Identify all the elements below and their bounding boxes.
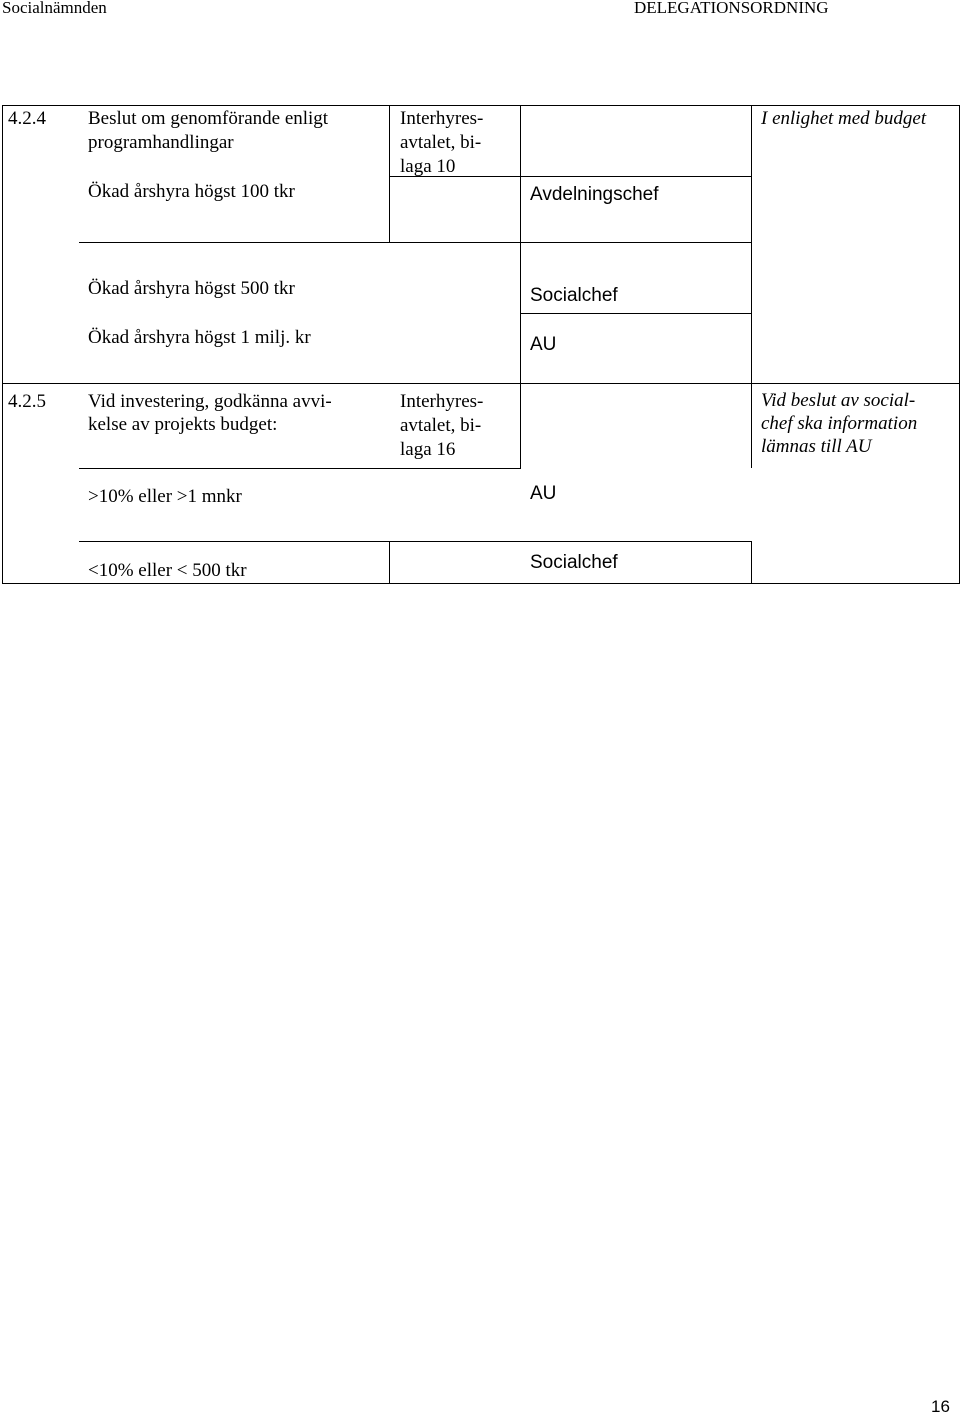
- row-reference-line: avtalet, bi-: [400, 132, 482, 153]
- col-divider: [520, 105, 521, 383]
- table-border-left: [2, 105, 3, 584]
- row-note-line: chef ska information: [761, 413, 918, 434]
- col-divider: [520, 383, 521, 468]
- level-delegate: AU: [530, 334, 557, 355]
- cell-divider: [79, 468, 521, 469]
- level-condition: Ökad årshyra högst 100 tkr: [88, 181, 295, 202]
- col-divider: [389, 541, 390, 583]
- table-border-bottom: [2, 583, 960, 584]
- level-condition: Ökad årshyra högst 500 tkr: [88, 278, 295, 299]
- level-delegate: Avdelningschef: [530, 184, 659, 205]
- cell-divider: [79, 242, 751, 243]
- row-description-line: programhandlingar: [88, 132, 234, 153]
- row-reference-line: avtalet, bi-: [400, 415, 482, 436]
- row-note-line: lämnas till AU: [761, 436, 872, 457]
- level-condition: Ökad årshyra högst 1 milj. kr: [88, 327, 311, 348]
- row-separator: [2, 383, 960, 384]
- level-delegate: AU: [530, 483, 557, 504]
- row-description-line: kelse av projekts budget:: [88, 414, 278, 435]
- row-description-line: Beslut om genomförande enligt: [88, 108, 329, 129]
- cell-divider: [520, 313, 751, 314]
- row-number: 4.2.4: [8, 108, 46, 129]
- col-divider: [751, 105, 752, 383]
- level-delegate: Socialchef: [530, 552, 618, 573]
- col-divider: [751, 383, 752, 468]
- level-condition: <10% eller < 500 tkr: [88, 560, 247, 581]
- row-number: 4.2.5: [8, 391, 46, 412]
- cell-divider: [79, 541, 751, 542]
- row-description-line: Vid investering, godkänna avvi-: [88, 391, 332, 412]
- row-note-line: Vid beslut av social-: [761, 390, 916, 411]
- header-left: Socialnämnden: [2, 0, 107, 17]
- level-condition: >10% eller >1 mnkr: [88, 486, 242, 507]
- page-number: 16: [931, 1397, 950, 1416]
- row-reference-line: laga 10: [400, 156, 456, 177]
- level-delegate: Socialchef: [530, 285, 618, 306]
- row-note: I enlighet med budget: [761, 108, 927, 129]
- col-divider: [751, 541, 752, 583]
- header-right: DELEGATIONSORDNING: [634, 0, 829, 17]
- row-reference-line: Interhyres-: [400, 391, 484, 412]
- row-reference-line: Interhyres-: [400, 108, 484, 129]
- row-reference-line: laga 16: [400, 439, 456, 460]
- col-divider: [389, 105, 390, 243]
- table-border-top: [2, 105, 960, 106]
